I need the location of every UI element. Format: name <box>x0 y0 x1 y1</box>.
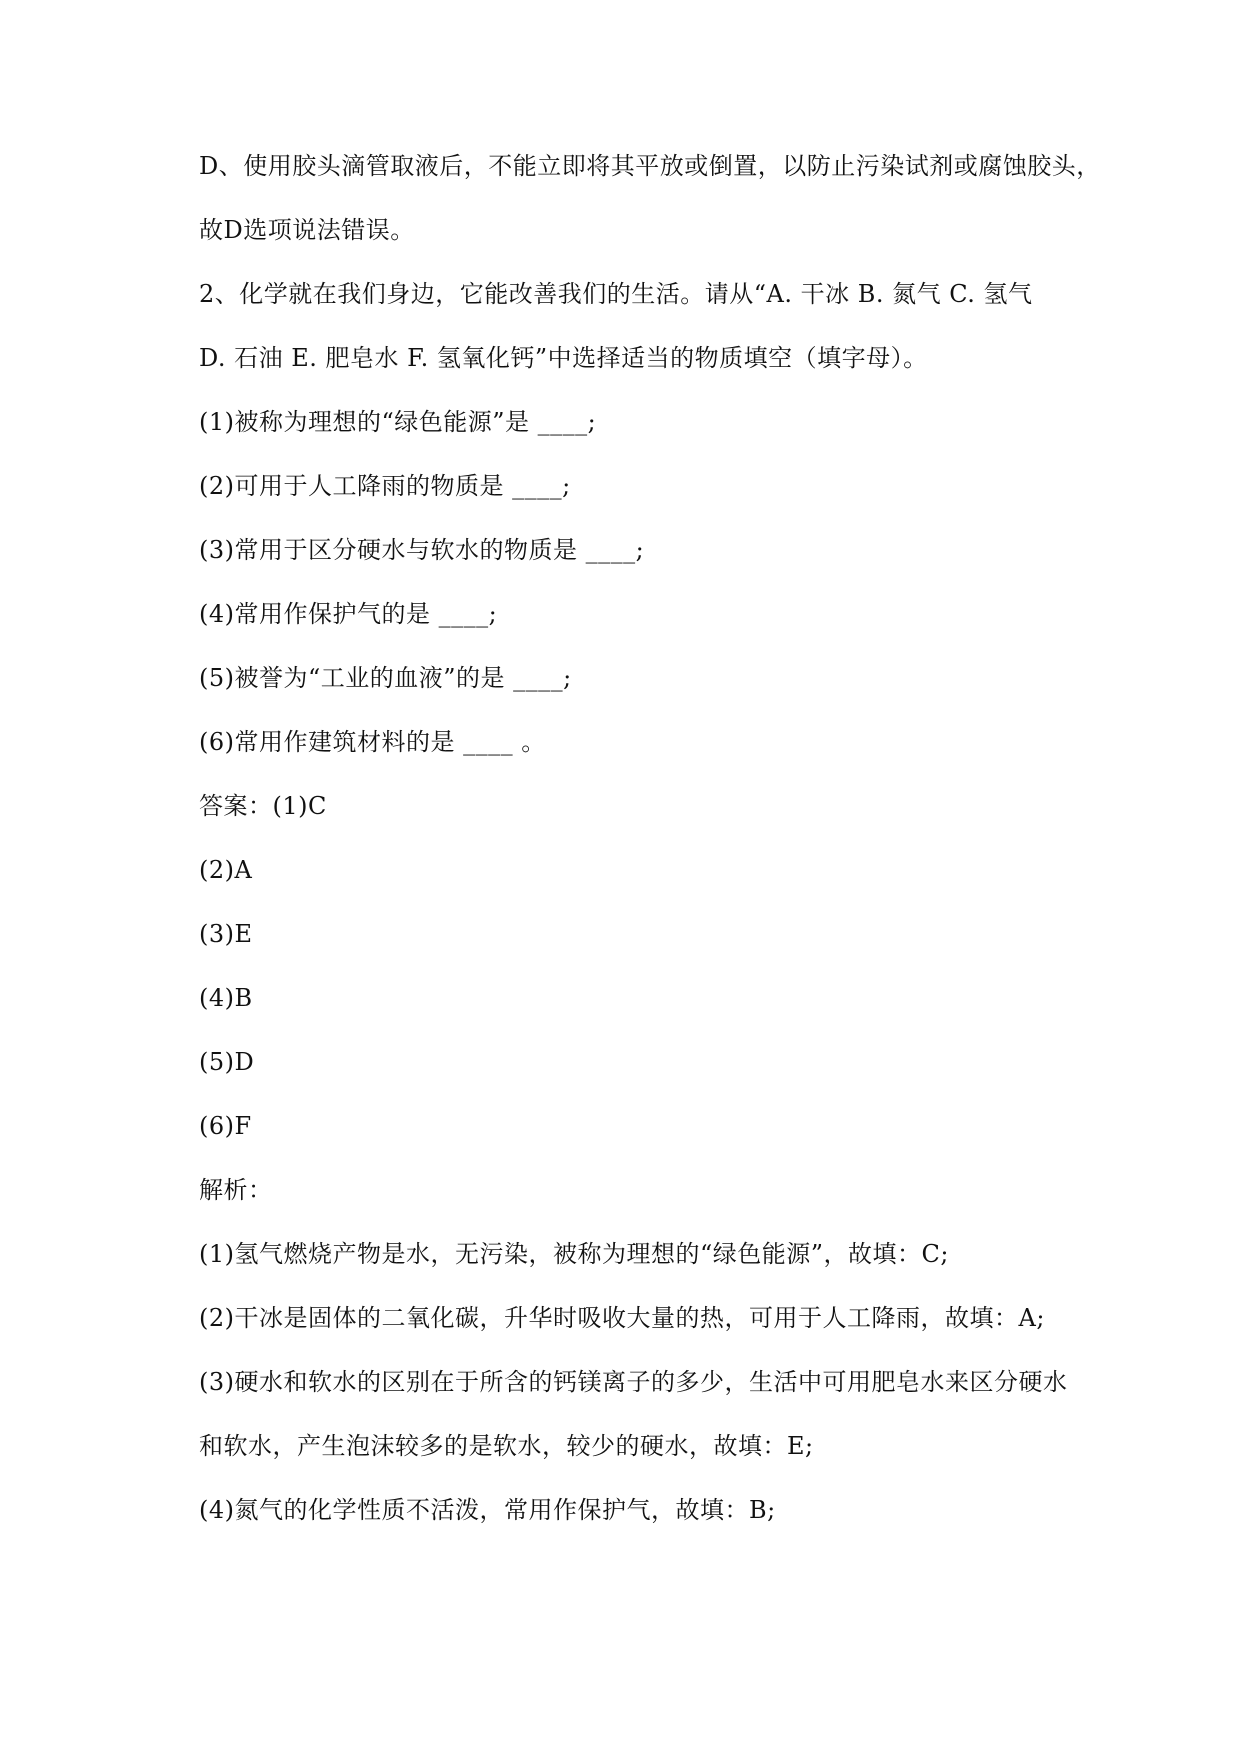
blank-item-3: (3)常用于区分硬水与软水的物质是 ____; <box>199 536 645 564</box>
blank-item-4: (4)常用作保护气的是 ____; <box>199 600 498 628</box>
analysis-item: (2)干冰是固体的二氧化碳，升华时吸收大量的热，可用于人工降雨，故填：A; <box>199 1304 1045 1332</box>
blank-item-5: (5)被誉为“工业的血液”的是 ____; <box>199 664 572 692</box>
text-line: D、使用胶头滴管取液后，不能立即将其平放或倒置，以防止污染试剂或腐蚀胶头， <box>199 152 1101 180</box>
blank-item-2: (2)可用于人工降雨的物质是 ____; <box>199 472 571 500</box>
blank-item-1: (1)被称为理想的“绿色能源”是 ____; <box>199 408 597 436</box>
analysis-item: (4)氮气的化学性质不活泼，常用作保护气，故填：B; <box>199 1496 776 1524</box>
answer-item: (6)F <box>199 1112 252 1140</box>
question-options: D. 石油 E. 肥皂水 F. 氢氧化钙”中选择适当的物质填空（填字母）。 <box>199 344 928 372</box>
answer-item: (3)E <box>199 920 253 948</box>
blank-item-6: (6)常用作建筑材料的是 ____ 。 <box>199 728 546 756</box>
analysis-item: (3)硬水和软水的区别在于所含的钙镁离子的多少，生活中可用肥皂水来区分硬水 <box>199 1368 1068 1396</box>
question-stem: 2、化学就在我们身边，它能改善我们的生活。请从“A. 干冰 B. 氮气 C. 氢气 <box>199 280 1033 308</box>
answer-heading: 答案：(1)C <box>199 792 327 820</box>
analysis-item: (1)氢气燃烧产物是水，无污染，被称为理想的“绿色能源”，故填：C; <box>199 1240 949 1268</box>
answer-item: (4)B <box>199 984 253 1012</box>
answer-item: (5)D <box>199 1048 255 1076</box>
answer-item: (2)A <box>199 856 253 884</box>
analysis-heading: 解析： <box>199 1176 273 1204</box>
analysis-item-continued: 和软水，产生泡沫较多的是软水，较少的硬水，故填：E; <box>199 1432 814 1460</box>
text-line: 故D选项说法错误。 <box>199 216 415 244</box>
